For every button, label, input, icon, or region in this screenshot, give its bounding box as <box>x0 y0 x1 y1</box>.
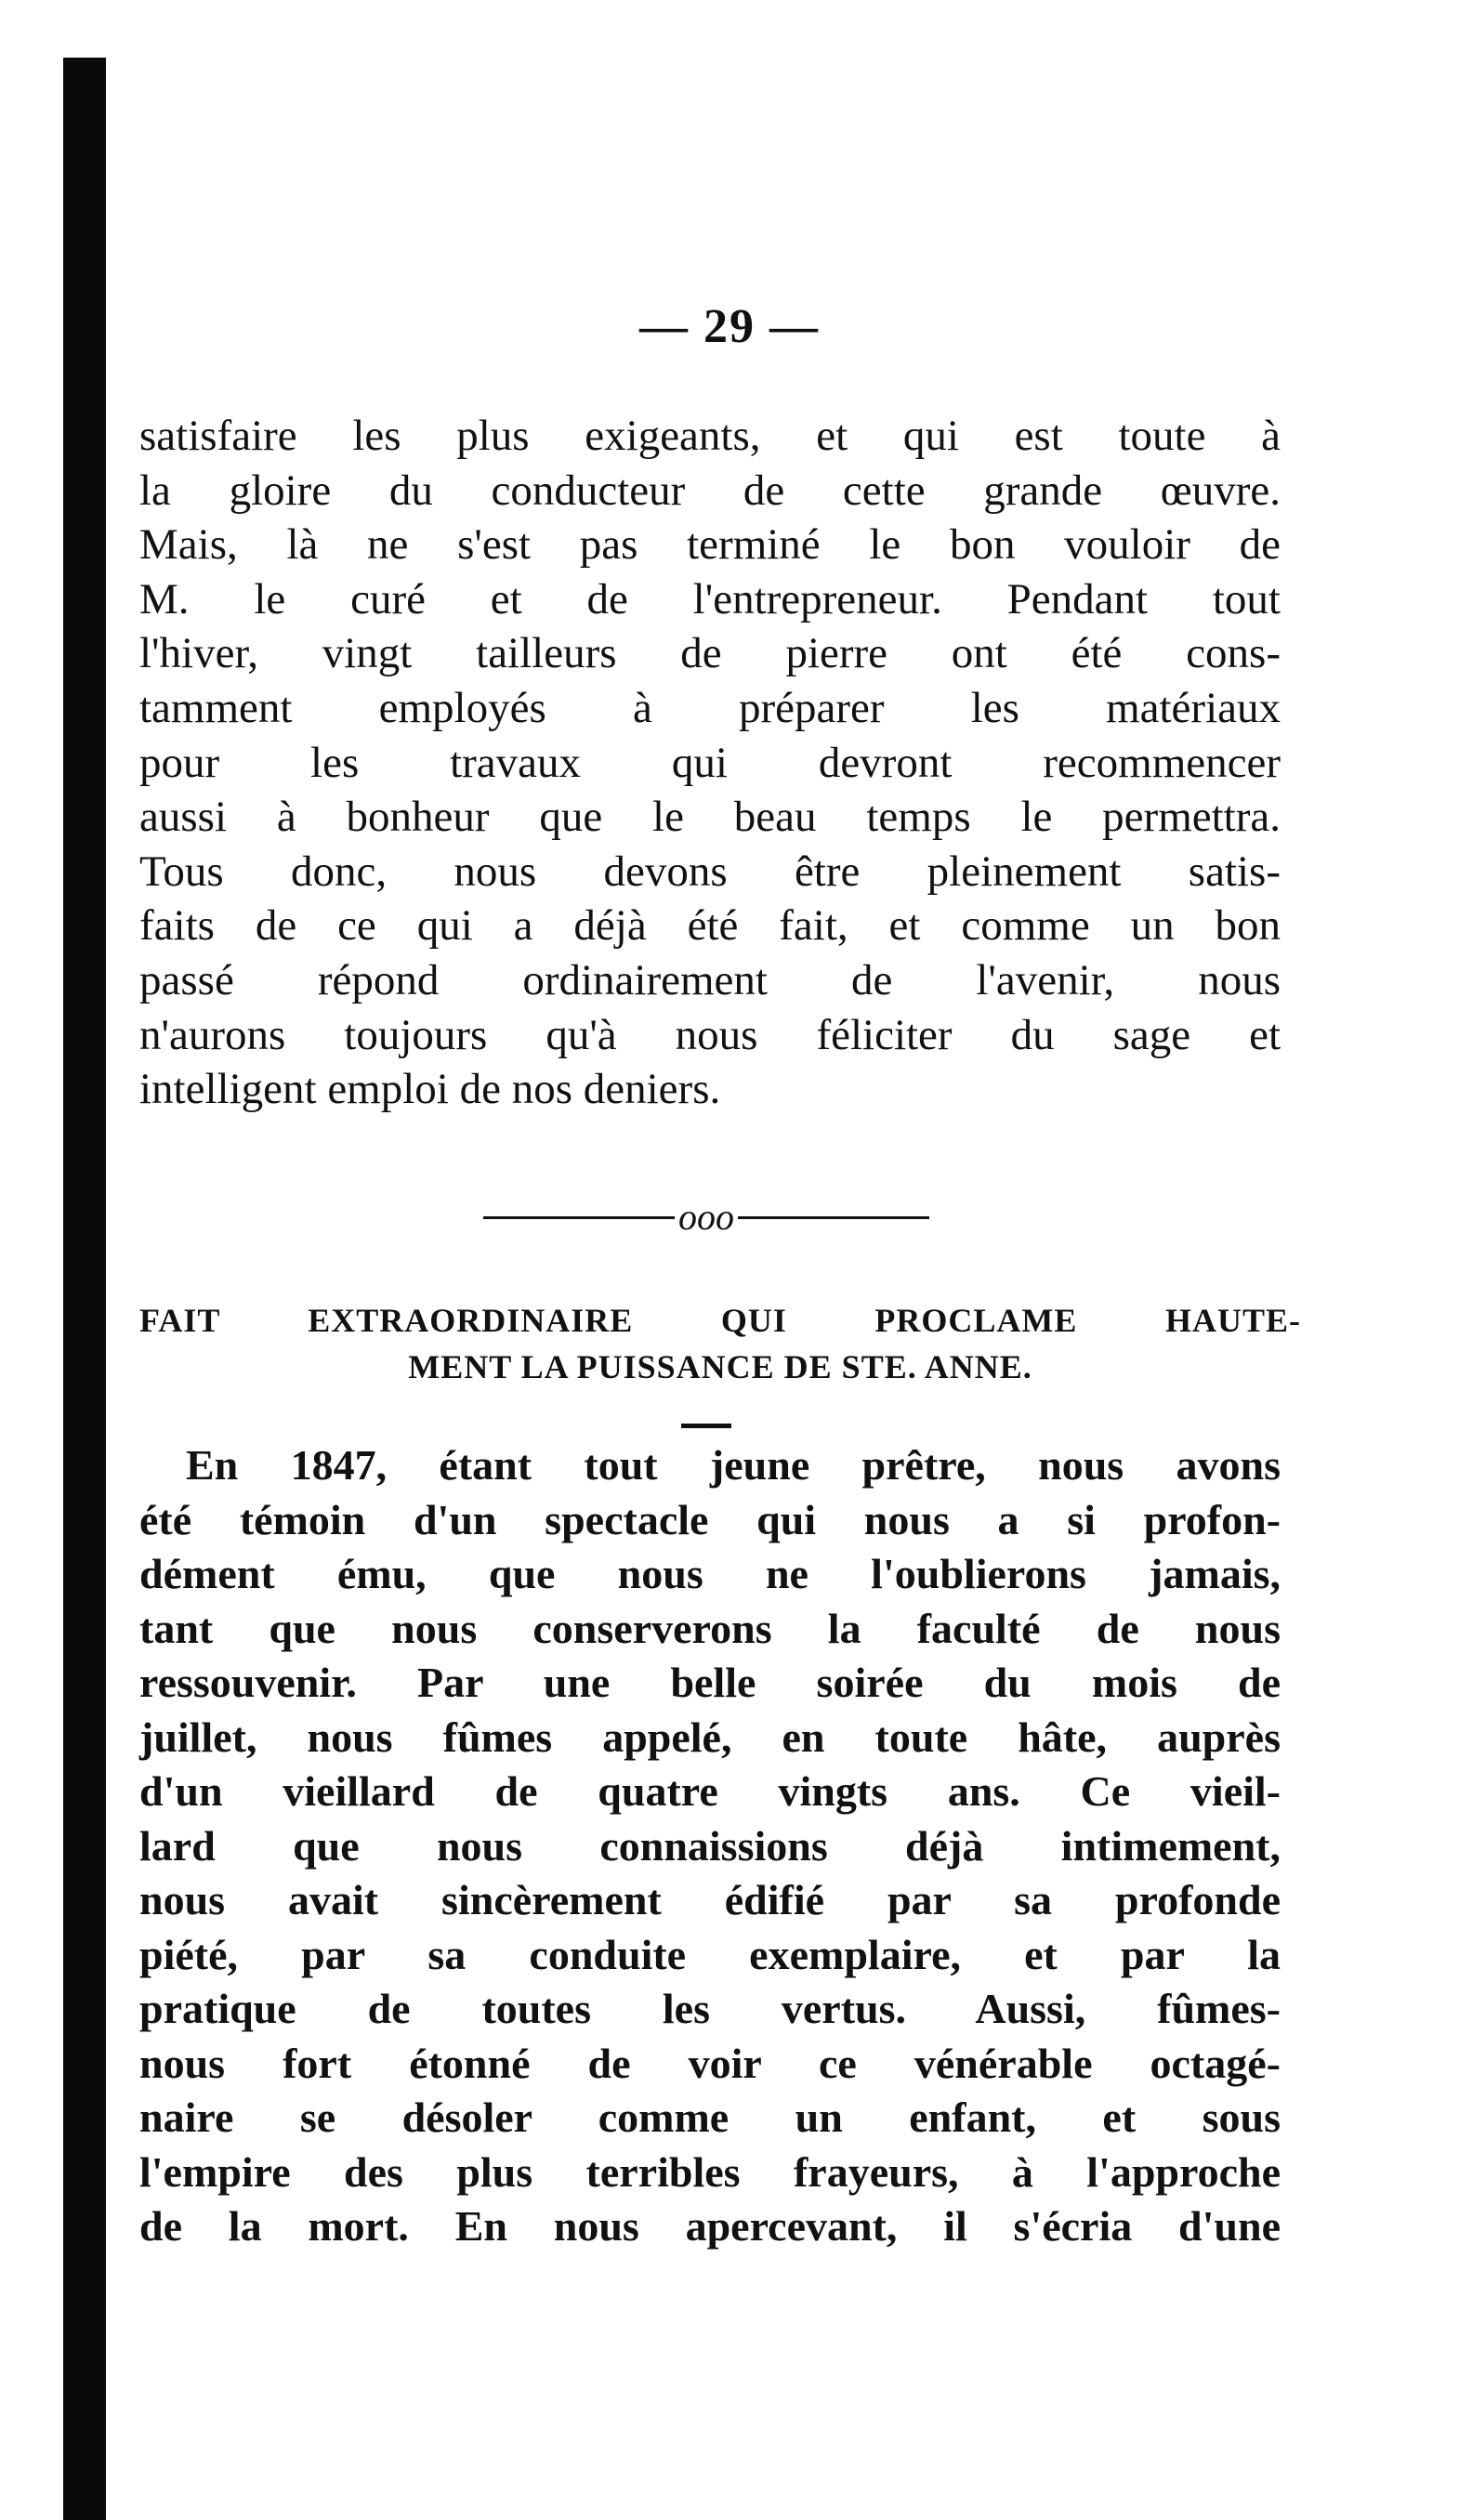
text-line: M. le curé et de l'entrepreneur. Pendant tout <box>139 574 1281 623</box>
text-line: nous fort étonné de voir ce vénérable octagé- <box>139 2039 1281 2087</box>
text-line: piété, par sa conduite exemplaire, et par la <box>139 1930 1281 1978</box>
text-line: de la mort. En nous apercevant, il s'écria d'une <box>139 2202 1281 2250</box>
text-line: d'un vieillard de quatre vingts ans. Ce vieil- <box>139 1767 1281 1815</box>
separator-rule-right <box>738 1216 929 1219</box>
text-line: lard que nous connaissions déjà intimement, <box>139 1821 1281 1870</box>
text-line: pour les travaux qui devront recommencer <box>139 738 1281 787</box>
text-line: Tous donc, nous devons être pleinement satis- <box>139 847 1281 896</box>
separator-rule-left <box>483 1216 675 1219</box>
text-line: En 1847, étant tout jeune prêtre, nous avons <box>186 1441 1281 1489</box>
text-line: naire se désoler comme un enfant, et sous <box>139 2093 1281 2141</box>
text-line: Mais, là ne s'est pas terminé le bon vouloir de <box>139 520 1281 570</box>
text-line: n'aurons toujours qu'à nous féliciter du sage et <box>139 1010 1281 1059</box>
page-binding-edge <box>63 58 106 2520</box>
heading-dash <box>681 1424 731 1428</box>
text-line: satisfaire les plus exigeants, et qui est toute à <box>139 412 1281 460</box>
text-line: tant que nous conserverons la faculté de nous <box>139 1604 1281 1652</box>
text-line: la gloire du conducteur de cette grande œuvre. <box>139 466 1281 515</box>
paragraph-2 <box>139 1438 1281 2254</box>
text-line: pratique de toutes les vertus. Aussi, fûmes- <box>139 1985 1281 2032</box>
text-line: aussi à bonheur que le beau temps le permettra. <box>139 793 1281 842</box>
section-heading-line-2: MENT LA PUISSANCE DE STE. ANNE. <box>408 1348 1032 1385</box>
text-line: l'empire des plus terribles frayeurs, à l'approche <box>139 2147 1281 2196</box>
text-line: l'hiver, vingt tailleurs de pierre ont été cons- <box>139 629 1281 678</box>
text-line: juillet, nous fûmes appelé, en toute hâte, auprès <box>139 1713 1281 1761</box>
section-separator <box>483 1196 929 1238</box>
text-line: nous avait sincèrement édifié par sa profonde <box>139 1876 1281 1923</box>
text-line: intelligent emploi de nos deniers. <box>139 1065 721 1114</box>
section-heading-line-1: FAIT EXTRAORDINAIRE QUI PROCLAME HAUTE- <box>139 1302 1301 1339</box>
text-line: ressouvenir. Par une belle soirée du mois de <box>139 1659 1281 1706</box>
text-line: faits de ce qui a déjà été fait, et comme un bon <box>139 901 1281 951</box>
text-line: passé répond ordinairement de l'avenir, nous <box>139 955 1281 1004</box>
text-line: tamment employés à préparer les matériaux <box>139 683 1281 732</box>
separator-ornament: ooo <box>678 1196 734 1238</box>
text-line: été témoin d'un spectacle qui nous a si profon- <box>139 1495 1281 1543</box>
page-number: — 29 — <box>639 300 820 353</box>
text-line: dément ému, que nous ne l'oublierons jamais, <box>139 1550 1281 1597</box>
paragraph-1 <box>139 409 1281 1117</box>
